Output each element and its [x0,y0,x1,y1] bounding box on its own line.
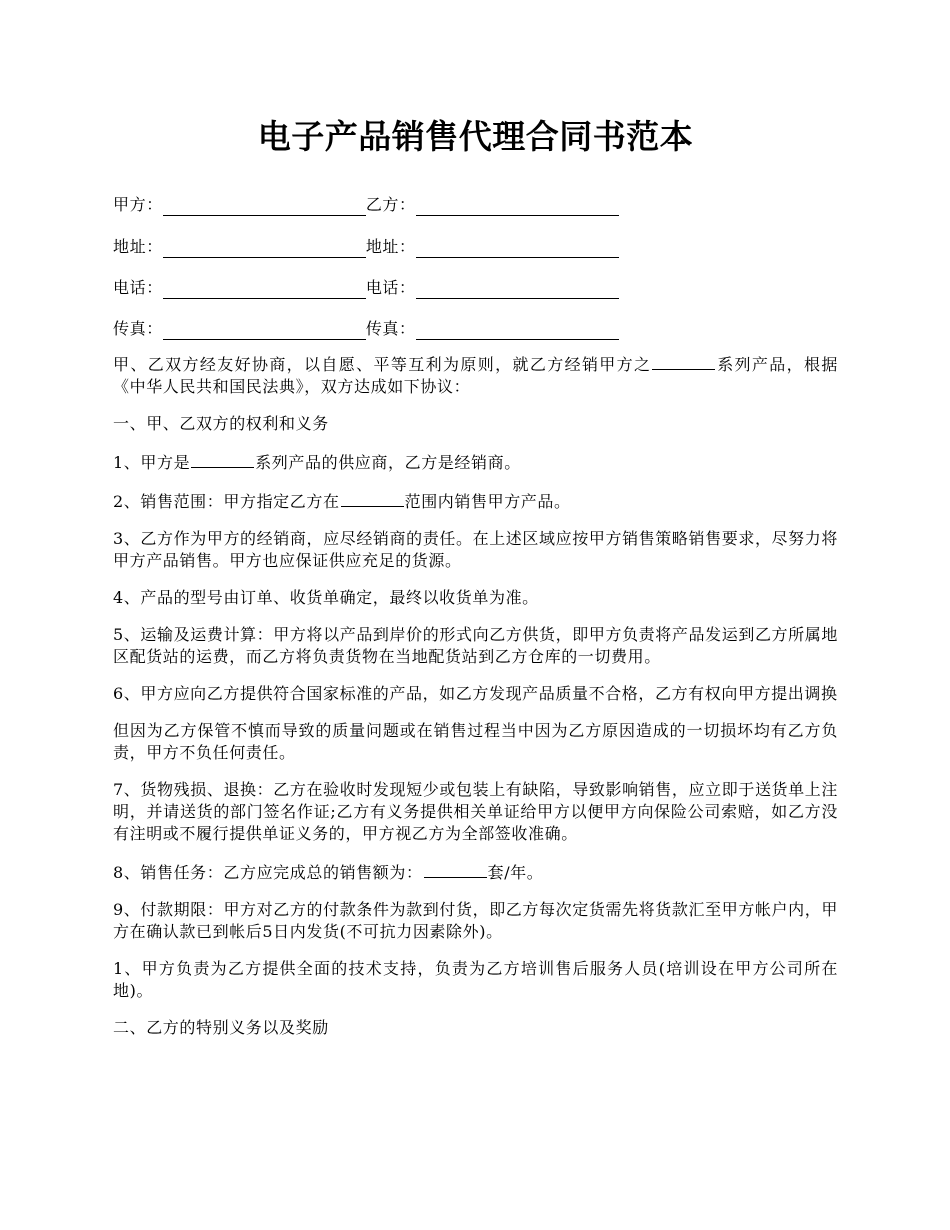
clause-4: 4、产品的型号由订单、收货单确定，最终以收货单为准。 [113,588,539,608]
clause-1-text-b: 系列产品的供应商，乙方是经销商。 [255,453,521,473]
party-a-label: 甲方： [113,195,163,215]
phone-b-blank [416,280,619,299]
field-row-phone [113,258,838,299]
section-heading-2: 二、乙方的特别义务以及奖励 [113,1018,329,1038]
product-series-blank [652,352,715,370]
party-b-blank [416,197,619,216]
clause-2-blank [341,489,404,507]
intro-text-a: 甲、乙双方经友好协商，以自愿、平等互利为原则，就乙方经销甲方之 [113,355,652,375]
clause-6: 6、甲方应向乙方提供符合国家标准的产品，如乙方发现产品质量不合格，乙方有权向甲方提出调换 [113,684,838,704]
clause-1-text-a: 1、甲方是 [113,453,191,473]
sales-target-blank [424,860,487,878]
phone-b-field [366,277,619,299]
fax-a-field [113,318,366,340]
field-row-fax [113,299,838,340]
contract-body [113,352,838,1039]
clause-1-blank [191,450,254,468]
party-b-field [366,194,619,216]
address-b-field [366,236,619,258]
address-a-label: 地址： [113,236,163,256]
party-b-label: 乙方： [365,195,416,215]
address-a-blank [163,239,366,258]
clause-2 [113,489,838,513]
clause-10: 1、甲方负责为乙方提供全面的技术支持，负责为乙方培训售后服务人员(培训设在甲方公司所在地)。 [113,959,838,1001]
field-row-party [113,175,838,216]
document-title: 电子产品销售代理合同书范本 [257,117,694,156]
intro-paragraph [113,352,838,398]
fax-b-field [366,318,619,340]
fax-a-blank [163,321,366,340]
field-row-address [113,216,838,257]
phone-a-blank [163,280,366,299]
fax-b-blank [416,321,619,340]
party-a-blank [163,197,366,216]
clause-6-continued: 但因为乙方保管不慎而导致的质量问题或在销售过程当中因为乙方原因造成的一切损坏均有乙方负责，甲方不负任何责任。 [113,721,838,763]
address-b-label: 地址： [365,236,416,256]
phone-a-label: 电话： [113,277,163,297]
clause-2-text-b: 范围内销售甲方产品。 [404,492,571,512]
party-a-field [113,194,366,216]
clause-5: 5、运输及运费计算：甲方将以产品到岸价的形式向乙方供货，即甲方负责将产品发运到乙方所属地区配货站的运费，而乙方将负责货物在当地配货站到乙方仓库的一切费用。 [113,625,838,667]
clause-3: 3、乙方作为甲方的经销商，应尽经销商的责任。在上述区域应按甲方销售策略销售要求，尽努力将甲方产品销售。甲方也应保证供应充足的货源。 [113,529,838,571]
fax-b-label: 传真： [365,319,416,339]
clause-9: 9、付款期限：甲方对乙方的付款条件为款到付货，即乙方每次定货需先将货款汇至甲方帐户内，甲方在确认款已到帐后5日内发货(不可抗力因素除外)。 [113,900,838,942]
clause-8-text-a: 8、销售任务：乙方应完成总的销售额为： [113,863,423,883]
address-a-field [113,236,366,258]
phone-b-label: 电话： [365,277,416,297]
fax-a-label: 传真： [113,319,163,339]
clause-2-text-a: 2、销售范围：甲方指定乙方在 [113,492,340,512]
intro-text-b: 系列产品，根据《中华人民共和国民法典》，双方达成如下协议： [113,355,838,397]
address-b-blank [416,239,619,258]
phone-a-field [113,277,366,299]
clause-7: 7、货物残损、退换：乙方在验收时发现短少或包装上有缺陷，导致影响销售，应立即于送货单上注明，并请送货的部门签名作证;乙方有义务提供相关单证给甲方以便甲方向保险公司索赔，如乙方没有注明或不履行提供单证义务的，甲方视乙方为全部签收准确。 [113,780,838,844]
section-heading-1: 一、甲、乙双方的权利和义务 [113,414,329,434]
party-fields [113,175,838,340]
clause-8-text-b: 套/年。 [487,863,544,883]
clause-1 [113,450,838,474]
clause-8 [113,860,838,884]
